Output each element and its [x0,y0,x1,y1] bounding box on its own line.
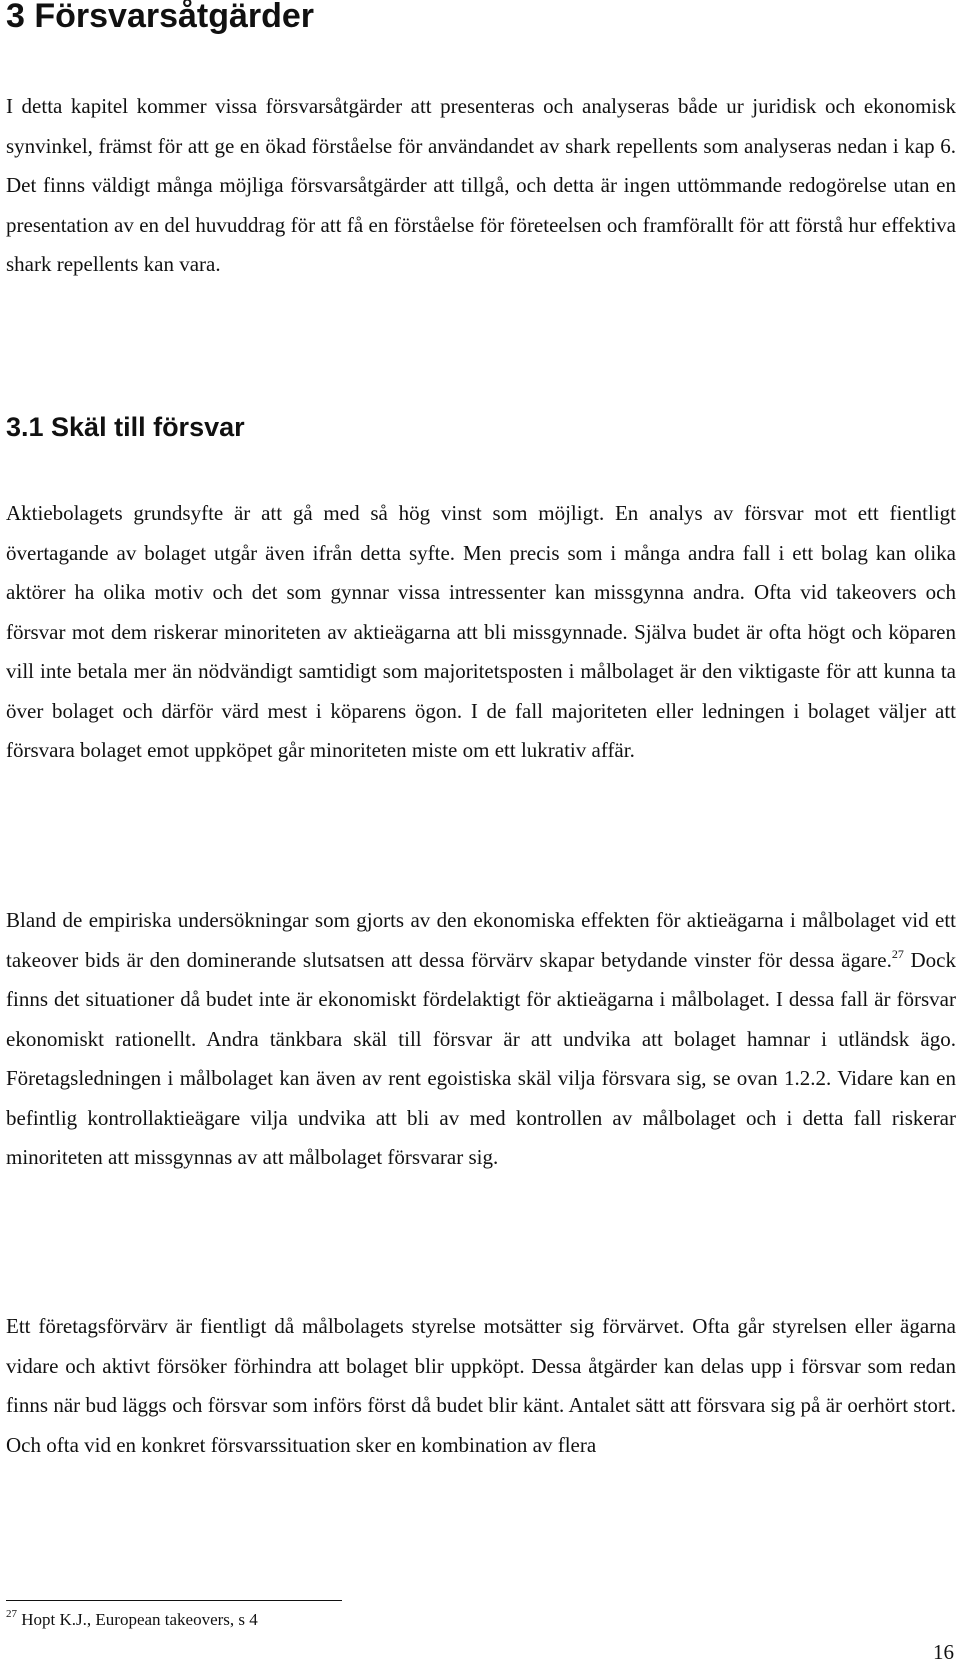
chapter-title: 3 Försvarsåtgärder [6,0,315,35]
paragraph-2-text-before: Bland de empiriska undersökningar som gjorts av den ekonomiska effekten för aktieägarna i målbolaget vid ett takeover bids är den dominerande slutsatsen att dessa förvärv skapar betydande vinster för dessa ägare. [6,908,956,972]
footnote-text: Hopt K.J., European takeovers, s 4 [17,1610,258,1629]
footnote [6,1608,258,1632]
section-title: 3.1 Skäl till försvar [6,412,245,442]
footnote-reference: 27 [891,946,904,961]
section-paragraph-3: Ett företagsförvärv är fientligt då målbolagets styrelse motsätter sig förvärvet. Ofta går styrelsen eller ägarna vidare och aktivt försöker förhindra att bolaget blir uppköpt. Dessa åtgärder kan delas upp i försvar som redan finns när bud läggs och försvar som införs först då budet blir känt. Antalet sätt att försvara sig på är oerhört stort. Och ofta vid en konkret försvarssituation sker en kombination av flera [6,1314,956,1457]
paragraph-2-text-after: Dock finns det situationer då budet inte är ekonomiskt fördelaktigt för aktieägarna i målbolaget. I dessa fall är försvar ekonomiskt rationellt. Andra tänkbara skäl till försvar är att undvika att bolaget hamnar i utländsk ägo. Företagsledningen i målbolaget kan även av rent egoistiska skäl vilja försvara sig, se ovan 1.2.2. Vidare kan en befintlig kontrollaktieägare vilja undvika att bli av med kontrollen av målbolaget och i detta fall riskerar minoriteten att missgynnas av att målbolaget försvarar sig. [6,947,956,1169]
section-paragraph-2 [6,901,956,1178]
section-paragraph-1: Aktiebolagets grundsyfte är att gå med så hög vinst som möjligt. En analys av försvar mot ett fientligt övertagande av bolaget utgår även ifrån detta syfte. Men precis som i många andra fall i ett bolag kan olika aktörer ha olika motiv och det som gynnar vissa intressenter kan missgynna andra. Ofta vid takeovers och försvar mot dem riskerar minoriteten av aktieägarna att bli missgynnade. Själva budet är ofta högt och köparen vill inte betala mer än nödvändigt samtidigt som majoritetsposten i målbolaget är den viktigaste för att kunna ta över bolaget och därför värd mest i köparens ögon. I de fall majoriteten eller ledningen i bolaget väljer att försvara bolaget emot uppköpet går minoriteten miste om ett lukrativ affär. [6,501,956,762]
intro-paragraph: I detta kapitel kommer vissa försvarsåtgärder att presenteras och analyseras både ur juridisk och ekonomisk synvinkel, främst för att ge en ökad förståelse för användandet av shark repellents som analyseras nedan i kap 6. Det finns väldigt många möjliga försvarsåtgärder att tillgå, och detta är ingen uttömmande redogörelse utan en presentation av en del huvuddrag för att få en förståelse för företeelsen och framförallt för att förstå hur effektiva shark repellents kan vara. [6,94,956,276]
page-number: 16 [933,1640,954,1664]
footnote-divider [6,1600,342,1601]
footnote-number: 27 [6,1608,17,1620]
